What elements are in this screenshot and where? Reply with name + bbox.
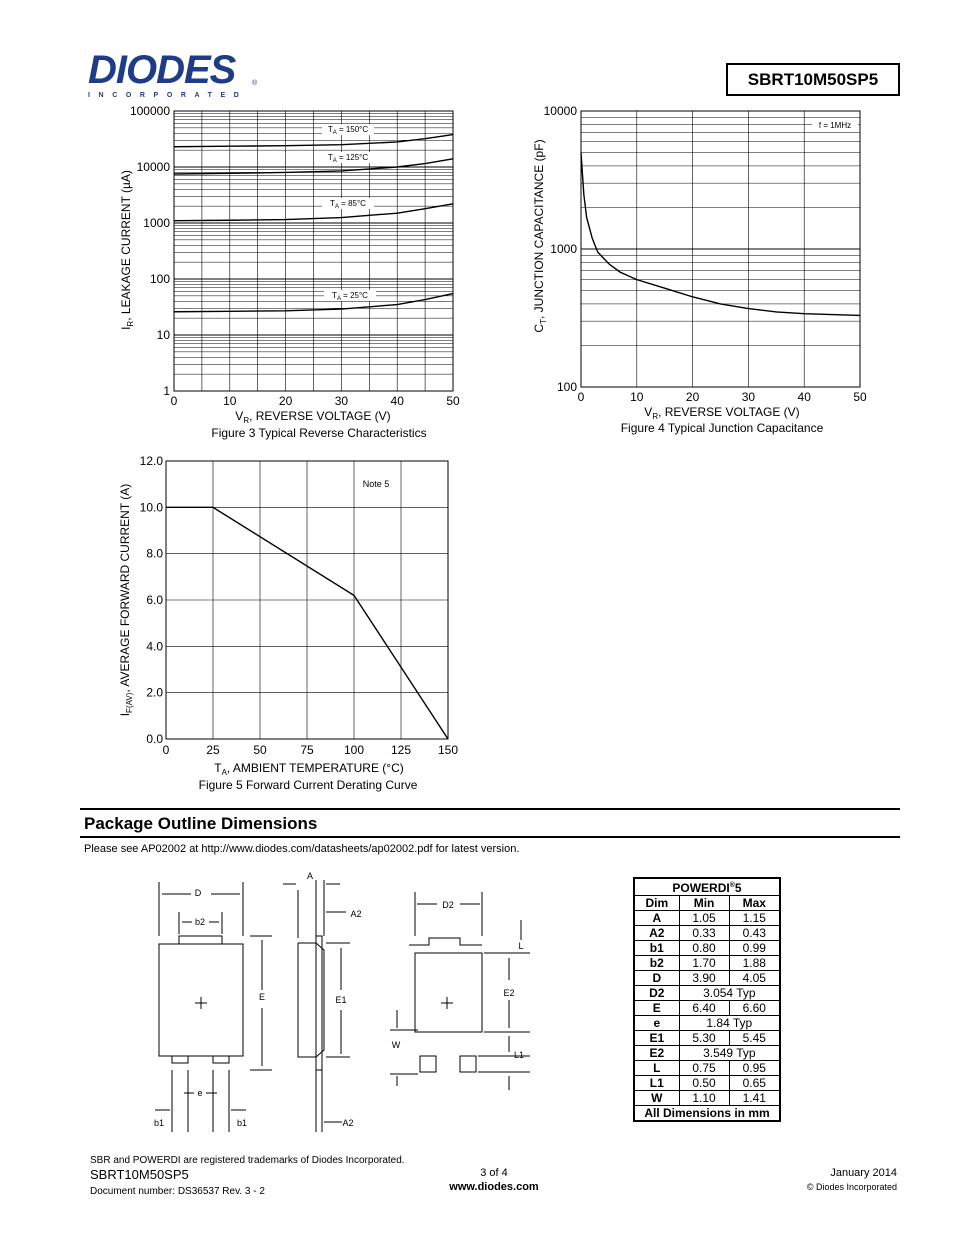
table-cell-dim: E1 bbox=[634, 1031, 679, 1046]
table-row bbox=[634, 1061, 780, 1076]
figure4-grid bbox=[581, 111, 860, 387]
table-cell-min: 0.80 bbox=[679, 941, 729, 956]
dim-label-A: A bbox=[306, 871, 314, 881]
section-title: Package Outline Dimensions bbox=[84, 814, 318, 833]
table-cell-dim: A bbox=[634, 911, 679, 926]
dim-label-D: D bbox=[194, 888, 202, 898]
table-title-row bbox=[634, 878, 780, 896]
section-bottom-rule bbox=[80, 836, 900, 838]
side-view-body bbox=[298, 943, 324, 1057]
table-row bbox=[634, 1001, 780, 1016]
table-cell-max: 4.05 bbox=[729, 971, 780, 986]
x-tick-label: 30 bbox=[741, 390, 756, 404]
dim-label-E: E bbox=[258, 992, 266, 1002]
table-row bbox=[634, 941, 780, 956]
table-row bbox=[634, 986, 780, 1001]
table-cell-min: 3.90 bbox=[679, 971, 729, 986]
top-view-lead-left bbox=[172, 1056, 188, 1063]
table-header-min: Min bbox=[679, 896, 729, 911]
y-tick-label: 10000 bbox=[136, 160, 170, 174]
table-cell-dim: E bbox=[634, 1001, 679, 1016]
table-cell-min: 1.70 bbox=[679, 956, 729, 971]
footer-part: SBRT10M50SP5 bbox=[90, 1167, 189, 1182]
x-tick-label: 75 bbox=[300, 743, 314, 757]
table-cell-max: 0.95 bbox=[729, 1061, 780, 1076]
figure5-chart bbox=[118, 454, 458, 792]
y-tick-label: 12.0 bbox=[139, 454, 163, 468]
footer-date: January 2014 bbox=[830, 1167, 897, 1179]
bottom-view-pad bbox=[415, 953, 482, 1032]
dim-label-b1-left: b1 bbox=[153, 1118, 165, 1128]
y-tick-label: 10000 bbox=[543, 104, 577, 118]
y-tick-label: 1000 bbox=[143, 216, 170, 230]
figure4-x-ticks bbox=[578, 390, 867, 404]
table-row bbox=[634, 1076, 780, 1091]
figure3-curve-labels bbox=[322, 124, 376, 302]
table-row bbox=[634, 911, 780, 926]
table-cell-dim: A2 bbox=[634, 926, 679, 941]
table-cell-dim: L bbox=[634, 1061, 679, 1076]
footer-page: 3 of 4 bbox=[480, 1167, 508, 1179]
table-cell-dim: e bbox=[634, 1016, 679, 1031]
x-tick-label: 40 bbox=[797, 390, 811, 404]
x-tick-label: 20 bbox=[278, 394, 293, 408]
curve-label: $T_A = 85^\circ C$ bbox=[330, 199, 366, 210]
footer-website[interactable]: www.diodes.com bbox=[449, 1181, 539, 1193]
figure3-y-ticks bbox=[130, 104, 170, 398]
curve-label: $T_A = 125^\circ C$ bbox=[327, 153, 369, 164]
table-row bbox=[634, 1046, 780, 1061]
dim-label-b2: b2 bbox=[194, 917, 206, 927]
footer-trademark: SBR and POWERDI are registered trademarks of Diodes Incorporated. bbox=[90, 1155, 405, 1166]
table-cell-max: 0.43 bbox=[729, 926, 780, 941]
dim-label-D2: D2 bbox=[442, 900, 454, 910]
y-tick-label: 4.0 bbox=[146, 639, 163, 654]
x-tick-label: 30 bbox=[334, 394, 349, 408]
x-tick-label: 0 bbox=[162, 743, 170, 757]
figure5-grid bbox=[166, 461, 448, 739]
table-cell-max: 1.15 bbox=[729, 911, 780, 926]
table-header-dim: Dim bbox=[634, 896, 679, 911]
table-cell-typ: 3.549 Typ bbox=[679, 1046, 780, 1061]
x-tick-label: 50 bbox=[446, 394, 460, 408]
table-cell-min: 1.10 bbox=[679, 1091, 729, 1106]
dim-label-e: e bbox=[197, 1088, 203, 1098]
x-tick-label: 25 bbox=[206, 743, 220, 757]
dim-label-W: W bbox=[391, 1040, 401, 1050]
registered-mark: ® bbox=[252, 80, 258, 87]
figure5-x-ticks bbox=[163, 743, 459, 757]
figure5-caption: Figure 5 Forward Current Derating Curve bbox=[198, 778, 418, 792]
curve-label: $T_A = 25^\circ C$ bbox=[332, 291, 368, 302]
side-view-lead bbox=[316, 936, 322, 1070]
x-tick-label: 100 bbox=[343, 743, 365, 757]
figure5-x-axis-label: $T_A$, AMBIENT TEMPERATURE (°C) bbox=[214, 761, 404, 777]
curve-label: $T_A = 150^\circ C$ bbox=[327, 125, 369, 136]
figure4-y-ticks bbox=[544, 104, 578, 394]
table-cell-min: 6.40 bbox=[679, 1001, 729, 1016]
x-tick-label: 50 bbox=[853, 390, 867, 404]
figure4-chart bbox=[532, 104, 867, 435]
table-cell-min: 1.05 bbox=[679, 911, 729, 926]
logo-subtext: INCORPORATED bbox=[88, 92, 248, 99]
table-row bbox=[634, 971, 780, 986]
figure4-annotation: f = 1MHz bbox=[818, 121, 852, 130]
bottom-view-lead-left bbox=[420, 1056, 436, 1072]
footer-copyright: © Diodes Incorporated bbox=[806, 1182, 897, 1192]
table-cell-min: 0.50 bbox=[679, 1076, 729, 1091]
dim-label-L1: L1 bbox=[513, 1050, 525, 1060]
y-tick-label: 100 bbox=[556, 380, 577, 394]
figure4-x-axis-label: $V_R$, REVERSE VOLTAGE (V) bbox=[644, 405, 800, 421]
section-top-rule bbox=[80, 808, 900, 810]
figure3-y-axis-label: $I_R$, LEAKAGE CURRENT (µA) bbox=[119, 170, 135, 330]
x-tick-label: 0 bbox=[170, 394, 178, 408]
dim-label-L: L bbox=[518, 941, 524, 951]
table-cell-max: 1.88 bbox=[729, 956, 780, 971]
top-view-lead-right bbox=[213, 1056, 229, 1063]
x-tick-label: 0 bbox=[577, 390, 585, 404]
y-tick-label: 100000 bbox=[129, 104, 170, 118]
figure3-x-axis-label: $V_R$, REVERSE VOLTAGE (V) bbox=[235, 409, 391, 425]
table-cell-dim: W bbox=[634, 1091, 679, 1106]
table-cell-min: 0.75 bbox=[679, 1061, 729, 1076]
figure3-x-ticks bbox=[171, 394, 460, 408]
x-tick-label: 10 bbox=[223, 394, 237, 408]
x-tick-label: 50 bbox=[253, 743, 267, 757]
table-row bbox=[634, 1031, 780, 1046]
dimensions-table bbox=[633, 877, 781, 1122]
table-cell-dim: L1 bbox=[634, 1076, 679, 1091]
table-cell-dim: D2 bbox=[634, 986, 679, 1001]
y-tick-label: 2.0 bbox=[146, 685, 163, 700]
dim-label-b1-right: b1 bbox=[236, 1118, 248, 1128]
figure5-annotation: Note 5 bbox=[362, 479, 390, 489]
table-header-max: Max bbox=[729, 896, 780, 911]
figure4-y-axis-label: $C_T$, JUNCTION CAPACITANCE (pF) bbox=[532, 139, 548, 333]
y-tick-label: 10 bbox=[156, 328, 170, 342]
x-tick-label: 150 bbox=[437, 743, 459, 757]
table-row bbox=[634, 1016, 780, 1031]
y-tick-label: 0.0 bbox=[146, 732, 163, 746]
y-tick-label: 100 bbox=[149, 272, 170, 286]
y-tick-label: 1 bbox=[163, 384, 170, 398]
table-row bbox=[634, 1091, 780, 1106]
top-view-tab bbox=[179, 936, 222, 944]
figure5-y-ticks bbox=[140, 454, 164, 746]
footer-docnum: Document number: DS36537 Rev. 3 - 2 bbox=[90, 1186, 265, 1197]
table-cell-dim: b1 bbox=[634, 941, 679, 956]
dim-label-E1: E1 bbox=[335, 995, 347, 1005]
table-cell-dim: b2 bbox=[634, 956, 679, 971]
table-cell-min: 0.33 bbox=[679, 926, 729, 941]
table-header-row bbox=[634, 896, 780, 911]
table-cell-max: 1.41 bbox=[729, 1091, 780, 1106]
y-tick-label: 6.0 bbox=[146, 593, 163, 607]
y-tick-label: 8.0 bbox=[146, 546, 163, 561]
x-tick-label: 10 bbox=[630, 390, 644, 404]
table-row bbox=[634, 926, 780, 941]
figure5-y-axis-label: $I_{F(AV)}$, AVERAGE FORWARD CURRENT (A) bbox=[118, 483, 134, 717]
logo-text: DIODES bbox=[88, 48, 236, 92]
figure3-grid bbox=[174, 111, 453, 391]
table-cell-dim: D bbox=[634, 971, 679, 986]
figure4-caption: Figure 4 Typical Junction Capacitance bbox=[620, 421, 824, 435]
y-tick-label: 10.0 bbox=[139, 500, 163, 515]
dim-label-A2-bottom: A2 bbox=[342, 1118, 354, 1128]
bottom-view-lead-right bbox=[460, 1056, 476, 1072]
table-footer-row bbox=[634, 1106, 780, 1122]
figure4-curves bbox=[581, 153, 860, 316]
dim-label-E2: E2 bbox=[503, 988, 515, 998]
table-body bbox=[634, 911, 780, 1106]
package-drawing bbox=[0, 860, 600, 1140]
x-tick-label: 20 bbox=[685, 390, 700, 404]
table-cell-dim: E2 bbox=[634, 1046, 679, 1061]
x-tick-label: 40 bbox=[390, 394, 404, 408]
x-tick-label: 125 bbox=[390, 743, 412, 757]
package-note: Please see AP02002 at http://www.diodes.com/datasheets/ap02002.pdf for latest version. bbox=[84, 843, 520, 855]
table-cell-min: 5.30 bbox=[679, 1031, 729, 1046]
figure3-caption: Figure 3 Typical Reverse Characteristics bbox=[211, 426, 427, 440]
table-title: POWERDI®5 bbox=[634, 878, 780, 896]
table-cell-max: 5.45 bbox=[729, 1031, 780, 1046]
y-tick-label: 1000 bbox=[550, 242, 577, 256]
table-row bbox=[634, 956, 780, 971]
table-cell-typ: 3.054 Typ bbox=[679, 986, 780, 1001]
table-footer: All Dimensions in mm bbox=[634, 1106, 780, 1122]
table-cell-max: 0.99 bbox=[729, 941, 780, 956]
part-number-box: SBRT10M50SP5 bbox=[726, 63, 900, 96]
series-line-0 bbox=[581, 153, 860, 316]
dim-label-A2-top: A2 bbox=[350, 909, 362, 919]
figure3-chart bbox=[119, 104, 460, 440]
table-cell-typ: 1.84 Typ bbox=[679, 1016, 780, 1031]
table-cell-max: 6.60 bbox=[729, 1001, 780, 1016]
table-cell-max: 0.65 bbox=[729, 1076, 780, 1091]
